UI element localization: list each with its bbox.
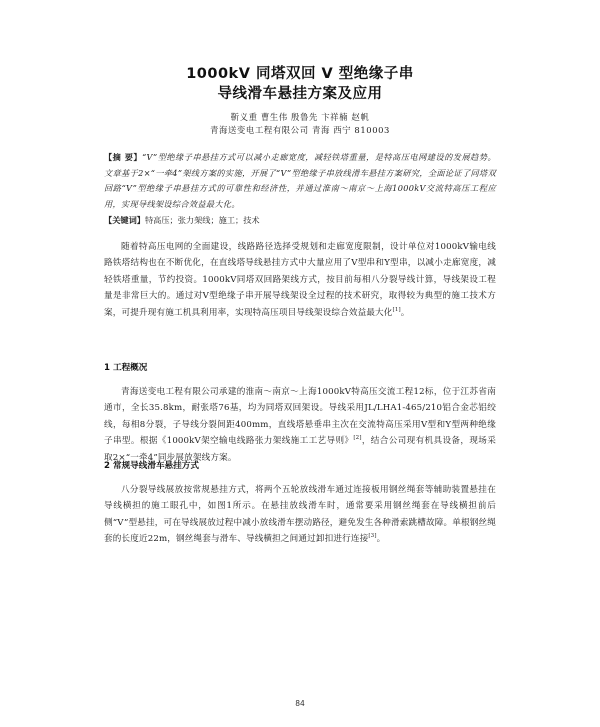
- abstract-label: 【摘 要】: [104, 152, 143, 162]
- intro-text: 随着特高压电网的全面建设，线路路径选择受规划和走廊宽度限制，设计单位对1000kV输电线路铁塔结构也在不断优化，在直线塔导线悬挂方式中大量应用了V型串和Y型串，以减小走廊宽度，减轻铁塔重量，节约投资。1000kV同塔双回路架线方式，按目前每相八分裂导线计算，导线架设工程量是非常巨大的。通过对V型绝缘子串开展导线架设全过程的技术研究，取得较为典型的施工技术方案，可提升现有施工机具利用率，实现特高压项目导线架设综合效益最大化: [104, 242, 496, 318]
- section-heading-conventional: 2 常规导线滑车悬挂方式: [104, 461, 199, 471]
- intro-paragraph: [104, 239, 496, 321]
- abstract-text: “V”型绝缘子串悬挂方式可以减小走廊宽度，减轻铁塔重量，是特高压电网建设的发展趋势。文章基于2×“一牵4”架线方案的实施，开展了“V”型绝缘子串放线滑车悬挂方案研究，全面论证了同塔双回路“V”型绝缘子串悬挂方式的可靠性和经济性，并通过淮南～南京～上海1000kV交流特高压工程应用，实现导线架设综合效益最大化。: [104, 152, 496, 209]
- intro-citation: [1]: [392, 306, 401, 313]
- keywords-text: 特高压；张力架线；施工；技术: [144, 215, 260, 225]
- overview-text: 青海送变电工程有限公司承建的淮南～南京～上海1000kV特高压交流工程12标，位于江苏省南通市，全长35.8km，耐张塔76基，均为同塔双回架设。导线采用JL/LHA1-465/210铝合金芯铝绞线，每相8分裂，子导线分裂间距400mm，直线塔悬垂串主次在交流特高压采用V型和Y型两种绝缘子串型。根据《1000kV架空输电线路张力架线施工工艺导则》: [104, 387, 496, 447]
- keywords: [104, 213, 496, 227]
- title-line-2: 导线滑车悬挂方案及应用: [217, 86, 383, 102]
- page-number: 84: [295, 699, 305, 708]
- overview-paragraph: [104, 384, 496, 466]
- overview-citation: [2]: [353, 435, 362, 442]
- author-list: 靳义重 曹生伟 殷鲁先 卞祥楠 赵帆: [230, 112, 370, 122]
- intro-end: 。: [400, 307, 410, 318]
- section-heading-overview: 1 工程概况: [104, 363, 148, 373]
- affiliation: 青海送变电工程有限公司 青海 西宁 810003: [210, 125, 390, 135]
- overview-end: ，结合公司现有机具设备，现场采取2×“一牵4”同步展放架线方案。: [104, 436, 496, 463]
- conventional-paragraph: [104, 482, 496, 548]
- conventional-citation: [3]: [368, 533, 377, 540]
- conventional-end: 。: [376, 534, 386, 545]
- keywords-label: 【关键词】: [104, 215, 145, 225]
- conventional-text: 八分裂导线展放按常规悬挂方式，将两个五轮放线滑车通过连接板用钢丝绳套等辅助装置悬挂在导线横担的施工眼孔中，如图1所示。在悬挂放线滑车时，通常要采用钢丝绳套在导线横担前后侧“V”型悬挂，可在导线展放过程中减小放线滑车摆动路径，避免发生各种滑索跳槽故障。单根钢丝绳套的长度近22m，钢丝绳套与滑车、导线横担之间通过卸扣进行连接: [104, 485, 496, 545]
- title-line-1: 1000kV 同塔双回 V 型绝缘子串: [186, 66, 414, 82]
- abstract: [104, 150, 496, 212]
